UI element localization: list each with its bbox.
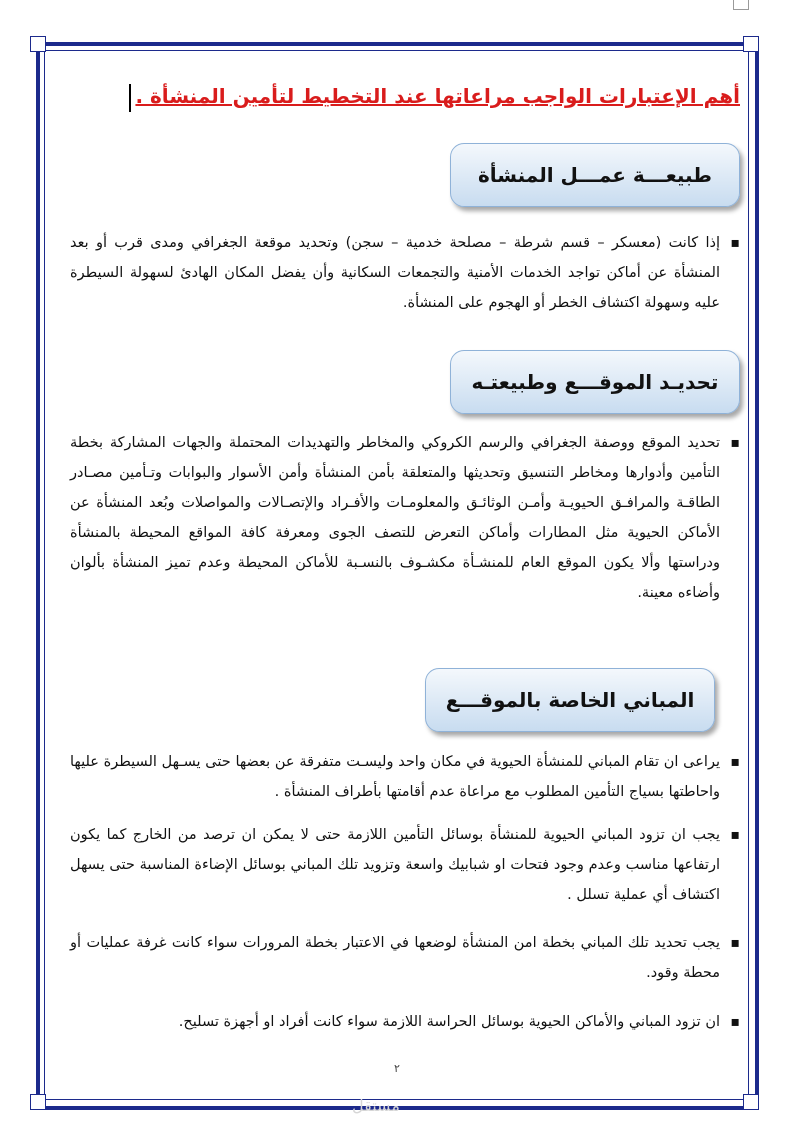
bullet-item: ▪ يجب تحديد تلك المباني بخطة امن المنشأة لوضعها في الاعتبار بخطة المرورات سواء كانت غرفة عمليات أو محطة وقود. <box>70 928 740 988</box>
section-header-buildings <box>425 668 715 732</box>
border-corner-top-right <box>743 36 759 52</box>
section-header-facility-nature <box>450 143 740 207</box>
border-corner-top-left <box>30 36 46 52</box>
page-number: ٢ <box>394 1062 400 1075</box>
section-header-label: طبيعـــة عمـــل المنشأة <box>477 163 713 187</box>
border-corner-bottom-left <box>30 1094 46 1110</box>
section-header-label: المباني الخاصة بالموقـــع <box>445 688 695 712</box>
section-header-label: تحديـد الموقـــع وطبيعتـه <box>471 370 719 394</box>
border-corner-bottom-right <box>743 1094 759 1110</box>
bullet-item: ▪ يجب ان تزود المباني الحيوية للمنشأة بوسائل التأمين اللازمة حتى لا يمكن ان ترصد من الخارج كما يكون ارتفاعها مناسب وعدم وجود فتحات او شبابيك واسعة وتزويد تلك المباني بوسائل الإضاءة المناسبة حتى يسهل اكتشاف أي عملية تسلل . <box>70 820 740 910</box>
bullet-item: ▪ ان تزود المباني والأماكن الحيوية بوسائل الحراسة اللازمة سواء كانت أفراد او أجهزة تسليح. <box>70 1007 740 1037</box>
bullet-item: ▪ يراعى ان تقام المباني للمنشأة الحيوية في مكان واحد وليسـت متفرقة عن بعضها حتى يسـهل السيطرة عليها واحاطتها بسياج التأمين المطلوب مع مراعاة عدم أقامتها بأطراف المنشأة . <box>70 747 740 807</box>
page-title <box>129 82 740 112</box>
watermark: مستقل <box>352 1096 400 1115</box>
page-corner-marker <box>733 0 749 10</box>
section-header-location <box>450 350 740 414</box>
bullet-item: ▪ إذا كانت (معسكر – قسم شرطة – مصلحة خدمية – سجن) وتحديد موقعة الجغرافي ومدى قرب أو بعد المنشأة عن أماكن تواجد الخدمات الأمنية والتجمعات السكانية وأن يفضل المكان الهادئ لسهولة السيطرة عليه وسهولة اكتشاف الخطر أو الهجوم على المنشأة. <box>70 228 740 318</box>
text-cursor <box>129 84 131 112</box>
page-title-text: أهم الإعتبارات الواجب مراعاتها عند التخطيط لتأمين المنشأة . <box>135 84 740 108</box>
bullet-item: ▪ تحديد الموقع ووصفة الجغرافي والرسم الكروكي والمخاطر والتهديدات المحتملة والجهات المشاركة بخطة التأمين وأدوارها ومخاطر التنسيق وتحديثها والمتعلقة بأمن المنشأة وأمن الأسوار والبوابات وتـأمين مصـادر الطاقـة والمرافـق الحيويـة وأمـن الوثائـق والمعلومـات والأفـراد والإتصـالات والمواصلات وبُعد المنشأة عن الأماكن الحيوية مثل المطارات وأماكن التعرض للتصف الجوى ومعرفة كافة المواقع المحيطة بالمنشأة ودراستها وألا يكون الموقع العام للمنشـأة مكشـوف بالنسـبة للأماكن المحيطة وعدم تميز المنشأة بألوان وأضاءه معينة. <box>70 428 740 608</box>
